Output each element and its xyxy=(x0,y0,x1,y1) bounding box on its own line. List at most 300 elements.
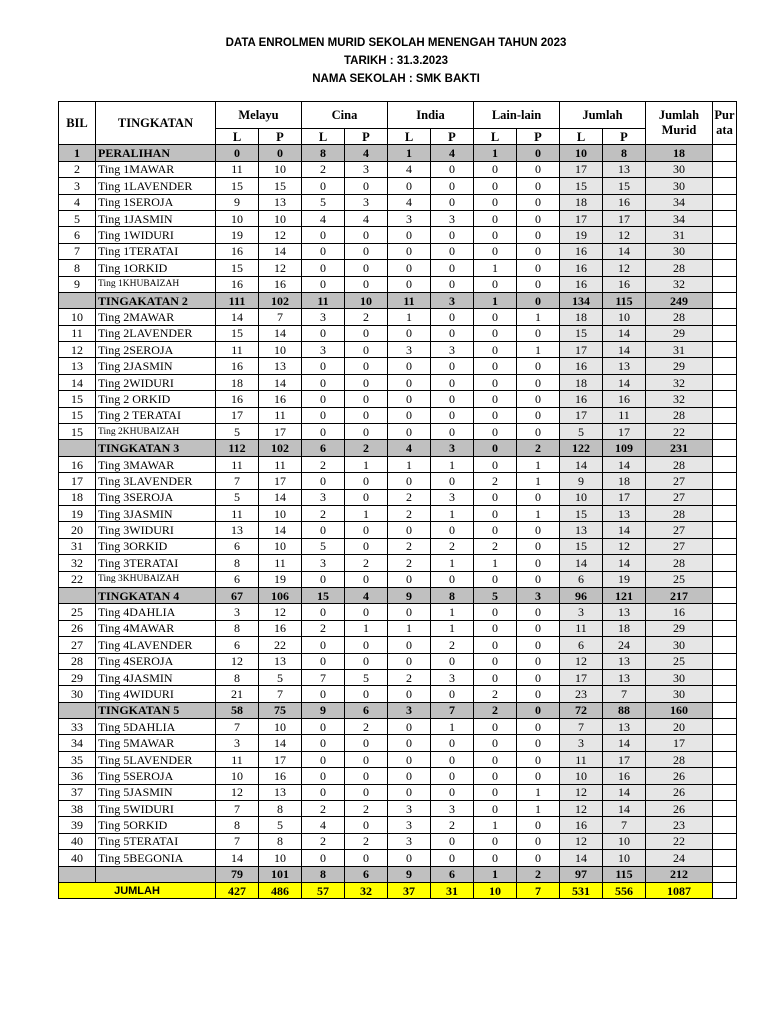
cell-cina-p: 2 xyxy=(345,555,388,571)
cell-jumlah-murid: 26 xyxy=(646,784,713,800)
cell-lain-p: 0 xyxy=(517,243,560,259)
cell-lain-p: 0 xyxy=(517,210,560,226)
cell-lain-l: 0 xyxy=(474,505,517,521)
cell-cina-l: 3 xyxy=(302,342,345,358)
cell-lain-p: 1 xyxy=(517,456,560,472)
cell-lain-l: 1 xyxy=(474,817,517,833)
cell-india-l: 0 xyxy=(388,391,431,407)
cell-cina-p: 1 xyxy=(345,505,388,521)
cell-tingkatan: TINGKATAN 4 xyxy=(96,587,216,603)
cell-lain-l: 0 xyxy=(474,276,517,292)
cell-india-p: 31 xyxy=(431,882,474,898)
table-row xyxy=(59,555,737,571)
cell-bil: 5 xyxy=(59,210,96,226)
cell-jumlah-p: 12 xyxy=(603,227,646,243)
cell-lain-p: 0 xyxy=(517,178,560,194)
cell-melayu-l: 427 xyxy=(216,882,259,898)
cell-cina-p: 0 xyxy=(345,538,388,554)
cell-lain-l: 0 xyxy=(474,784,517,800)
cell-jumlah-l: 16 xyxy=(560,243,603,259)
cell-purata xyxy=(713,653,737,669)
cell-melayu-l: 7 xyxy=(216,833,259,849)
cell-india-l: 2 xyxy=(388,669,431,685)
cell-india-p: 8 xyxy=(431,587,474,603)
cell-india-p: 2 xyxy=(431,538,474,554)
cell-cina-l: 4 xyxy=(302,210,345,226)
cell-cina-l: 0 xyxy=(302,424,345,440)
cell-lain-p: 1 xyxy=(517,342,560,358)
total-label: JUMLAH xyxy=(59,882,216,898)
cell-jumlah-murid: 28 xyxy=(646,309,713,325)
cell-bil: 40 xyxy=(59,850,96,866)
cell-jumlah-murid: 27 xyxy=(646,522,713,538)
cell-lain-p: 1 xyxy=(517,801,560,817)
cell-jumlah-p: 13 xyxy=(603,653,646,669)
cell-bil: 38 xyxy=(59,801,96,817)
header-purata-line1: Pur xyxy=(714,108,735,123)
cell-bil: 36 xyxy=(59,768,96,784)
cell-purata xyxy=(713,538,737,554)
cell-lain-p: 0 xyxy=(517,833,560,849)
document-title: DATA ENROLMEN MURID SEKOLAH MENENGAH TAHUN 2023 xyxy=(225,37,567,49)
cell-melayu-p: 22 xyxy=(259,637,302,653)
cell-jumlah-l: 531 xyxy=(560,882,603,898)
cell-melayu-l: 14 xyxy=(216,309,259,325)
cell-jumlah-p: 15 xyxy=(603,178,646,194)
cell-purata xyxy=(713,768,737,784)
cell-melayu-p: 14 xyxy=(259,374,302,390)
cell-india-l: 11 xyxy=(388,292,431,308)
cell-lain-l: 0 xyxy=(474,456,517,472)
cell-lain-l: 1 xyxy=(474,555,517,571)
cell-jumlah-murid: 32 xyxy=(646,391,713,407)
cell-bil: 8 xyxy=(59,260,96,276)
cell-jumlah-l: 14 xyxy=(560,850,603,866)
document-date: TARIKH : 31.3.2023 xyxy=(344,55,448,67)
cell-tingkatan: Ting 2 TERATAI xyxy=(96,407,216,423)
cell-india-l: 0 xyxy=(388,653,431,669)
cell-india-p: 0 xyxy=(431,522,474,538)
cell-bil: 30 xyxy=(59,686,96,702)
cell-india-p: 0 xyxy=(431,850,474,866)
cell-jumlah-l: 7 xyxy=(560,719,603,735)
cell-purata xyxy=(713,587,737,603)
cell-melayu-p: 13 xyxy=(259,653,302,669)
cell-jumlah-p: 115 xyxy=(603,866,646,882)
cell-melayu-l: 8 xyxy=(216,817,259,833)
cell-jumlah-l: 15 xyxy=(560,505,603,521)
cell-india-p: 0 xyxy=(431,178,474,194)
cell-lain-l: 1 xyxy=(474,292,517,308)
cell-bil xyxy=(59,702,96,718)
table-row xyxy=(59,604,737,620)
cell-lain-p: 2 xyxy=(517,866,560,882)
cell-jumlah-murid: 26 xyxy=(646,768,713,784)
cell-lain-l: 2 xyxy=(474,686,517,702)
cell-purata xyxy=(713,571,737,587)
cell-jumlah-l: 17 xyxy=(560,342,603,358)
cell-india-p: 0 xyxy=(431,571,474,587)
header-jumlah: Jumlah xyxy=(560,102,646,129)
cell-melayu-p: 12 xyxy=(259,604,302,620)
cell-tingkatan: Ting 1TERATAI xyxy=(96,243,216,259)
cell-purata xyxy=(713,669,737,685)
cell-jumlah-murid: 29 xyxy=(646,358,713,374)
cell-lain-l: 0 xyxy=(474,604,517,620)
cell-lain-p: 0 xyxy=(517,325,560,341)
cell-jumlah-murid: 28 xyxy=(646,555,713,571)
cell-bil: 9 xyxy=(59,276,96,292)
cell-bil: 6 xyxy=(59,227,96,243)
cell-jumlah-p: 14 xyxy=(603,325,646,341)
cell-india-l: 3 xyxy=(388,833,431,849)
cell-purata xyxy=(713,276,737,292)
cell-tingkatan: Ting 4SEROJA xyxy=(96,653,216,669)
cell-jumlah-murid: 30 xyxy=(646,637,713,653)
cell-tingkatan: Ting 1SEROJA xyxy=(96,194,216,210)
cell-jumlah-l: 16 xyxy=(560,260,603,276)
cell-cina-p: 0 xyxy=(345,489,388,505)
cell-india-p: 0 xyxy=(431,751,474,767)
cell-india-l: 0 xyxy=(388,243,431,259)
cell-india-l: 1 xyxy=(388,456,431,472)
cell-tingkatan: Ting 1KHUBAIZAH xyxy=(96,276,216,292)
cell-melayu-p: 75 xyxy=(259,702,302,718)
cell-jumlah-l: 72 xyxy=(560,702,603,718)
cell-lain-p: 0 xyxy=(517,686,560,702)
cell-purata xyxy=(713,719,737,735)
cell-lain-p: 0 xyxy=(517,538,560,554)
cell-bil: 10 xyxy=(59,309,96,325)
cell-india-l: 3 xyxy=(388,801,431,817)
table-row xyxy=(59,309,737,325)
cell-tingkatan: Ting 3ORKID xyxy=(96,538,216,554)
cell-jumlah-l: 10 xyxy=(560,768,603,784)
cell-lain-p: 1 xyxy=(517,784,560,800)
cell-melayu-l: 13 xyxy=(216,522,259,538)
cell-melayu-l: 12 xyxy=(216,784,259,800)
cell-cina-l: 0 xyxy=(302,227,345,243)
cell-melayu-p: 13 xyxy=(259,194,302,210)
cell-lain-l: 0 xyxy=(474,243,517,259)
cell-bil: 19 xyxy=(59,505,96,521)
cell-bil: 15 xyxy=(59,424,96,440)
cell-jumlah-l: 17 xyxy=(560,407,603,423)
cell-india-p: 0 xyxy=(431,784,474,800)
cell-tingkatan: Ting 4LAVENDER xyxy=(96,637,216,653)
cell-lain-l: 0 xyxy=(474,850,517,866)
cell-cina-l: 0 xyxy=(302,735,345,751)
cell-melayu-l: 11 xyxy=(216,456,259,472)
cell-india-p: 0 xyxy=(431,161,474,177)
cell-tingkatan: Ting 5SEROJA xyxy=(96,768,216,784)
cell-melayu-p: 486 xyxy=(259,882,302,898)
cell-jumlah-l: 12 xyxy=(560,784,603,800)
cell-jumlah-p: 12 xyxy=(603,260,646,276)
cell-purata xyxy=(713,424,737,440)
table-row xyxy=(59,260,737,276)
cell-india-l: 0 xyxy=(388,719,431,735)
cell-jumlah-murid: 28 xyxy=(646,407,713,423)
cell-purata xyxy=(713,604,737,620)
cell-india-p: 0 xyxy=(431,374,474,390)
cell-india-p: 1 xyxy=(431,620,474,636)
cell-cina-l: 0 xyxy=(302,325,345,341)
cell-lain-l: 0 xyxy=(474,751,517,767)
table-row xyxy=(59,719,737,735)
cell-melayu-l: 3 xyxy=(216,604,259,620)
cell-cina-l: 2 xyxy=(302,620,345,636)
cell-india-l: 0 xyxy=(388,374,431,390)
cell-cina-p: 0 xyxy=(345,784,388,800)
cell-cina-p: 0 xyxy=(345,374,388,390)
cell-india-l: 3 xyxy=(388,817,431,833)
cell-cina-p: 6 xyxy=(345,702,388,718)
cell-cina-l: 0 xyxy=(302,850,345,866)
cell-purata xyxy=(713,391,737,407)
cell-jumlah-l: 17 xyxy=(560,210,603,226)
cell-india-p: 1 xyxy=(431,505,474,521)
cell-jumlah-p: 13 xyxy=(603,669,646,685)
table-row xyxy=(59,850,737,866)
cell-jumlah-p: 11 xyxy=(603,407,646,423)
cell-bil: 18 xyxy=(59,489,96,505)
cell-cina-l: 2 xyxy=(302,505,345,521)
cell-melayu-l: 67 xyxy=(216,587,259,603)
cell-bil xyxy=(59,292,96,308)
cell-purata xyxy=(713,342,737,358)
cell-melayu-p: 102 xyxy=(259,292,302,308)
cell-jumlah-p: 115 xyxy=(603,292,646,308)
cell-tingkatan: Ting 4WIDURI xyxy=(96,686,216,702)
cell-india-p: 0 xyxy=(431,735,474,751)
table-row xyxy=(59,227,737,243)
cell-melayu-p: 5 xyxy=(259,669,302,685)
cell-cina-p: 4 xyxy=(345,145,388,161)
cell-india-l: 3 xyxy=(388,210,431,226)
cell-jumlah-murid: 27 xyxy=(646,538,713,554)
cell-india-p: 0 xyxy=(431,686,474,702)
cell-lain-p: 0 xyxy=(517,276,560,292)
cell-india-p: 0 xyxy=(431,276,474,292)
cell-jumlah-p: 13 xyxy=(603,719,646,735)
cell-jumlah-l: 16 xyxy=(560,391,603,407)
cell-india-p: 2 xyxy=(431,817,474,833)
cell-melayu-p: 14 xyxy=(259,735,302,751)
cell-tingkatan: Ting 2WIDURI xyxy=(96,374,216,390)
cell-melayu-p: 14 xyxy=(259,489,302,505)
table-row xyxy=(59,276,737,292)
header-jumlah-murid xyxy=(646,102,713,145)
cell-jumlah-murid: 28 xyxy=(646,751,713,767)
cell-purata xyxy=(713,505,737,521)
header-p: P xyxy=(259,129,302,145)
cell-lain-l: 2 xyxy=(474,538,517,554)
cell-cina-l: 0 xyxy=(302,768,345,784)
cell-india-p: 0 xyxy=(431,325,474,341)
cell-cina-p: 0 xyxy=(345,243,388,259)
cell-india-p: 0 xyxy=(431,833,474,849)
cell-cina-p: 0 xyxy=(345,571,388,587)
table-body xyxy=(59,145,737,899)
cell-tingkatan: Ting 3KHUBAIZAH xyxy=(96,571,216,587)
cell-lain-l: 0 xyxy=(474,325,517,341)
cell-india-l: 0 xyxy=(388,751,431,767)
header-purata xyxy=(713,102,737,145)
cell-jumlah-murid: 27 xyxy=(646,489,713,505)
cell-lain-p: 0 xyxy=(517,702,560,718)
cell-india-p: 0 xyxy=(431,309,474,325)
table-row xyxy=(59,178,737,194)
cell-jumlah-p: 16 xyxy=(603,768,646,784)
cell-cina-p: 3 xyxy=(345,161,388,177)
cell-cina-l: 2 xyxy=(302,456,345,472)
cell-bil: 16 xyxy=(59,456,96,472)
cell-bil: 15 xyxy=(59,407,96,423)
cell-india-p: 1 xyxy=(431,555,474,571)
cell-cina-l: 9 xyxy=(302,702,345,718)
cell-india-l: 4 xyxy=(388,161,431,177)
cell-jumlah-murid: 212 xyxy=(646,866,713,882)
cell-jumlah-murid: 34 xyxy=(646,194,713,210)
cell-lain-l: 0 xyxy=(474,358,517,374)
cell-lain-p: 0 xyxy=(517,194,560,210)
cell-melayu-l: 12 xyxy=(216,653,259,669)
cell-jumlah-l: 3 xyxy=(560,735,603,751)
cell-lain-l: 0 xyxy=(474,669,517,685)
cell-jumlah-murid: 1087 xyxy=(646,882,713,898)
header-l: L xyxy=(560,129,603,145)
cell-melayu-p: 14 xyxy=(259,243,302,259)
cell-india-p: 1 xyxy=(431,604,474,620)
cell-melayu-p: 13 xyxy=(259,784,302,800)
cell-cina-p: 32 xyxy=(345,882,388,898)
table-row xyxy=(59,210,737,226)
cell-lain-l: 0 xyxy=(474,735,517,751)
cell-india-l: 4 xyxy=(388,440,431,456)
cell-bil: 32 xyxy=(59,555,96,571)
cell-melayu-l: 21 xyxy=(216,686,259,702)
cell-lain-l: 0 xyxy=(474,194,517,210)
cell-cina-l: 0 xyxy=(302,374,345,390)
cell-jumlah-p: 14 xyxy=(603,522,646,538)
cell-tingkatan: Ting 1JASMIN xyxy=(96,210,216,226)
cell-india-p: 3 xyxy=(431,669,474,685)
cell-purata xyxy=(713,407,737,423)
cell-lain-l: 0 xyxy=(474,440,517,456)
cell-bil: 7 xyxy=(59,243,96,259)
cell-bil: 13 xyxy=(59,358,96,374)
cell-india-p: 1 xyxy=(431,719,474,735)
cell-jumlah-murid: 24 xyxy=(646,850,713,866)
cell-jumlah-murid: 27 xyxy=(646,473,713,489)
cell-tingkatan: Ting 5MAWAR xyxy=(96,735,216,751)
cell-jumlah-l: 12 xyxy=(560,653,603,669)
cell-jumlah-murid: 26 xyxy=(646,801,713,817)
cell-jumlah-murid: 249 xyxy=(646,292,713,308)
cell-melayu-l: 6 xyxy=(216,637,259,653)
subtotal-row xyxy=(59,587,737,603)
cell-lain-l: 0 xyxy=(474,522,517,538)
cell-bil: 39 xyxy=(59,817,96,833)
cell-melayu-l: 18 xyxy=(216,374,259,390)
cell-tingkatan: Ting 5LAVENDER xyxy=(96,751,216,767)
cell-melayu-p: 106 xyxy=(259,587,302,603)
cell-india-l: 0 xyxy=(388,473,431,489)
cell-jumlah-murid: 28 xyxy=(646,260,713,276)
table-row xyxy=(59,735,737,751)
cell-india-p: 0 xyxy=(431,768,474,784)
cell-cina-p: 0 xyxy=(345,522,388,538)
cell-jumlah-murid: 32 xyxy=(646,276,713,292)
table-row xyxy=(59,817,737,833)
header-p: P xyxy=(603,129,646,145)
cell-purata xyxy=(713,440,737,456)
cell-cina-l: 2 xyxy=(302,833,345,849)
cell-cina-p: 0 xyxy=(345,325,388,341)
table-row xyxy=(59,243,737,259)
cell-india-p: 0 xyxy=(431,424,474,440)
cell-purata xyxy=(713,866,737,882)
document-title-block xyxy=(0,34,768,88)
table-row xyxy=(59,801,737,817)
cell-lain-l: 0 xyxy=(474,833,517,849)
cell-lain-p: 0 xyxy=(517,145,560,161)
table-row xyxy=(59,161,737,177)
cell-india-l: 2 xyxy=(388,555,431,571)
school-name: NAMA SEKOLAH : SMK BAKTI xyxy=(312,73,480,85)
table-row xyxy=(59,374,737,390)
cell-jumlah-l: 14 xyxy=(560,456,603,472)
cell-jumlah-murid: 231 xyxy=(646,440,713,456)
cell-tingkatan: Ting 5TERATAI xyxy=(96,833,216,849)
cell-purata xyxy=(713,833,737,849)
cell-jumlah-l: 16 xyxy=(560,817,603,833)
cell-lain-p: 0 xyxy=(517,391,560,407)
header-bil: BIL xyxy=(59,102,96,145)
cell-cina-l: 0 xyxy=(302,243,345,259)
cell-tingkatan: Ting 3WIDURI xyxy=(96,522,216,538)
cell-lain-l: 2 xyxy=(474,702,517,718)
cell-lain-l: 0 xyxy=(474,620,517,636)
cell-lain-l: 1 xyxy=(474,866,517,882)
cell-jumlah-p: 14 xyxy=(603,784,646,800)
cell-cina-p: 2 xyxy=(345,833,388,849)
header-l: L xyxy=(216,129,259,145)
cell-india-l: 0 xyxy=(388,407,431,423)
cell-jumlah-murid: 160 xyxy=(646,702,713,718)
cell-melayu-p: 10 xyxy=(259,342,302,358)
cell-bil xyxy=(59,866,96,882)
table-row xyxy=(59,342,737,358)
cell-lain-l: 1 xyxy=(474,145,517,161)
cell-india-p: 2 xyxy=(431,637,474,653)
cell-purata xyxy=(713,260,737,276)
table-row xyxy=(59,653,737,669)
cell-lain-p: 1 xyxy=(517,309,560,325)
cell-melayu-p: 14 xyxy=(259,522,302,538)
cell-india-l: 4 xyxy=(388,194,431,210)
cell-purata xyxy=(713,850,737,866)
cell-melayu-p: 16 xyxy=(259,768,302,784)
cell-melayu-p: 8 xyxy=(259,833,302,849)
cell-jumlah-l: 23 xyxy=(560,686,603,702)
cell-jumlah-l: 96 xyxy=(560,587,603,603)
table-row xyxy=(59,751,737,767)
cell-melayu-p: 11 xyxy=(259,456,302,472)
cell-jumlah-p: 556 xyxy=(603,882,646,898)
cell-india-p: 3 xyxy=(431,801,474,817)
